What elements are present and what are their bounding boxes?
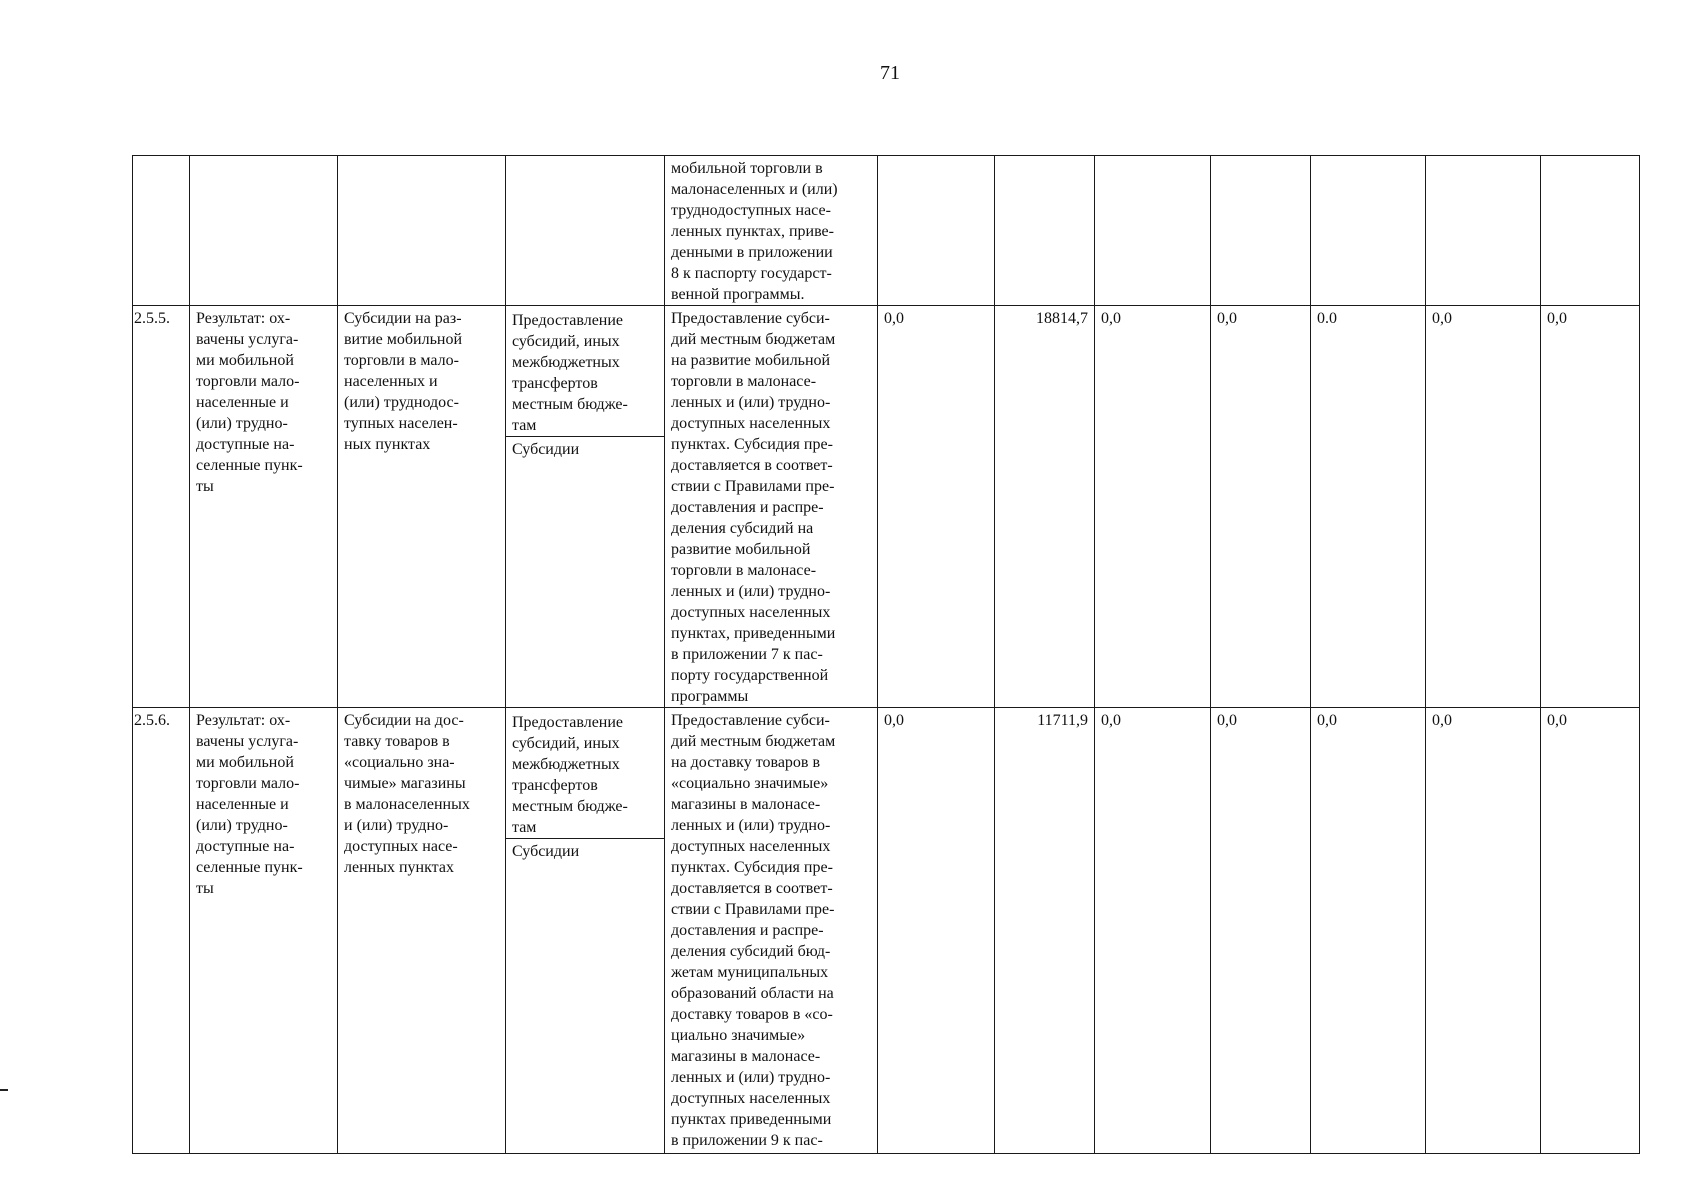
value-2: 18814,7 (995, 306, 1095, 708)
page-number: 71 (880, 62, 900, 84)
cell-result (190, 156, 338, 306)
value-6: 0,0 (1426, 306, 1541, 708)
continuation-row (133, 156, 1640, 306)
result-text: Результат: ох- вачены услуга- ми мобильной торговли мало- населенные и (или) трудно- доступные на- селенные пунк- ты (190, 708, 338, 1154)
value-4: 0,0 (1211, 708, 1311, 1154)
type-top-text: Предоставление субсидий, иных межбюджетных трансфертов местным бюдже- там (506, 306, 664, 437)
table-row-2-5-5 (133, 306, 1640, 708)
type-bottom-text: Субсидии (512, 843, 580, 860)
description-text: Предоставление субси- дий местным бюджетам на развитие мобильной торговли в малонасе- ленных и (или) трудно- доступных населенных пунктах. Субсидия пре- доставляется в соответ- ствии с Правилами пре- доставления и распре- деления субсидий на развитие мобильной торговли в малонасе- ленных и (или) трудно- доступных населенных пунктах, приведенными в приложении 7 к пас- порту государственной программы (665, 306, 878, 708)
value-3: 0,0 (1095, 708, 1211, 1154)
cell-value (878, 156, 995, 306)
cell-type (506, 156, 665, 306)
scan-margin-mark (0, 1089, 8, 1091)
row-number: 2.5.5. (133, 306, 190, 708)
value-6: 0,0 (1426, 708, 1541, 1154)
cell-value (1426, 156, 1541, 306)
continuation-description: мобильной торговли в малонаселенных и (или) труднодоступных насе- ленных пунктах, приве- денными в приложении 8 к паспорту государст- венной программы. (671, 160, 838, 303)
type-top-text: Предоставление субсидий, иных межбюджетных трансфертов местным бюдже- там (506, 708, 664, 839)
cell-measure (338, 156, 506, 306)
row-number: 2.5.6. (133, 708, 190, 1154)
cell-value (1095, 156, 1211, 306)
type-cell (506, 306, 665, 708)
value-7: 0,0 (1541, 306, 1640, 708)
value-2: 11711,9 (995, 708, 1095, 1154)
cell-description (665, 156, 878, 306)
description-text: Предоставление субси- дий местным бюджетам на доставку товаров в «социально значимые» магазины в малонасе- ленных и (или) трудно- доступных населенных пунктах. Субсидия пре- доставляется в соответ- ствии с Правилами пре- доставления и распре- деления субсидий бюд- жетам муниципальных образований области на доставку товаров в «со- циально значимые» магазины в малонасе- ленных и (или) трудно- доступных населенных пунктах приведенными в приложении 9 к пас- (665, 708, 878, 1154)
type-bottom-text: Субсидии (512, 441, 580, 458)
table-row-2-5-6 (133, 708, 1640, 1154)
value-7: 0,0 (1541, 708, 1640, 1154)
value-3: 0,0 (1095, 306, 1211, 708)
cell-value (1211, 156, 1311, 306)
type-cell (506, 708, 665, 1154)
value-1: 0,0 (878, 708, 995, 1154)
measure-text: Субсидии на дос- тавку товаров в «социально зна- чимые» магазины в малонаселенных и (или) трудно- доступных насе- ленных пунктах (338, 708, 506, 1154)
value-5: 0.0 (1311, 306, 1426, 708)
value-4: 0,0 (1211, 306, 1311, 708)
program-activities-table (132, 155, 1640, 1154)
result-text: Результат: ох- вачены услуга- ми мобильной торговли мало- населенные и (или) трудно- доступные на- селенные пунк- ты (190, 306, 338, 708)
value-1: 0,0 (878, 306, 995, 708)
cell-value (995, 156, 1095, 306)
cell-value (1541, 156, 1640, 306)
cell-value (1311, 156, 1426, 306)
value-5: 0,0 (1311, 708, 1426, 1154)
cell-num (133, 156, 190, 306)
measure-text: Субсидии на раз- витие мобильной торговли в мало- населенных и (или) труднодос- тупных населен- ных пунктах (338, 306, 506, 708)
